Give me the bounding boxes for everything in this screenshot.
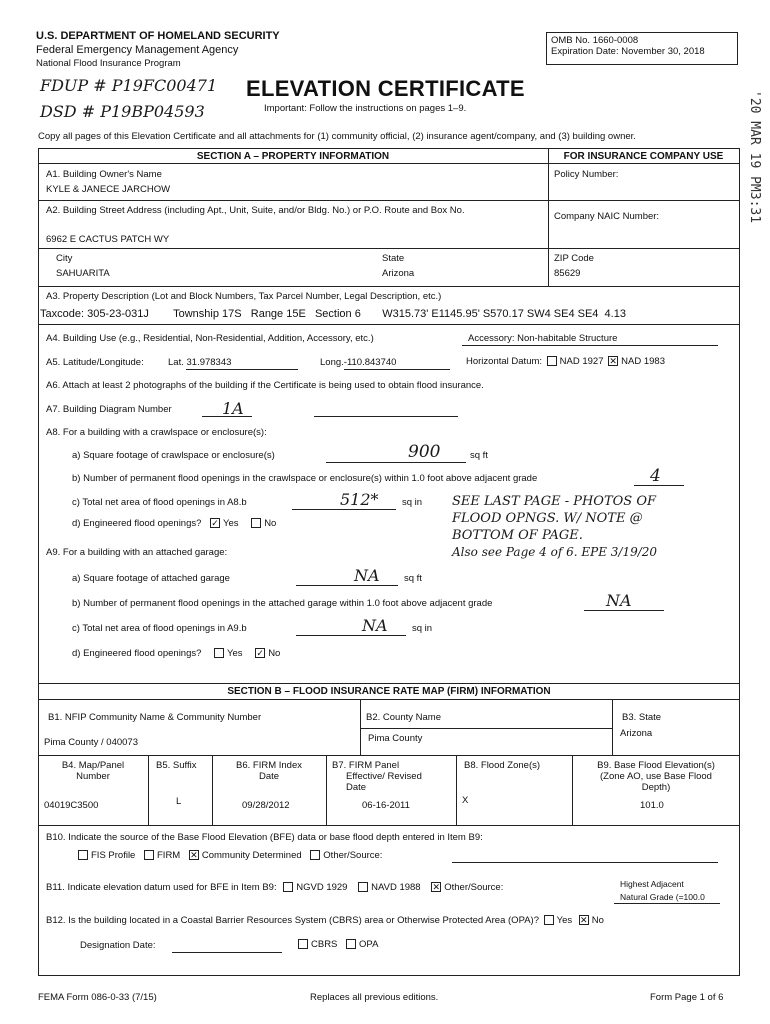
- a8d-row: [72, 518, 276, 529]
- b10-options: [76, 850, 382, 861]
- b12-no-checkbox[interactable]: ✕: [579, 915, 588, 926]
- a9d-label: d) Engineered flood openings?: [72, 648, 202, 659]
- b11-note-1: Highest Adjacent: [620, 879, 684, 889]
- footer-page: Form Page 1 of 6: [650, 992, 724, 1003]
- long-value: -110.843740: [343, 357, 397, 368]
- b3-label: B3. State: [622, 712, 662, 723]
- a8d-yes-label: Yes: [223, 518, 239, 529]
- nad1927-checkbox[interactable]: [547, 356, 557, 366]
- long-label: Long.: [320, 357, 344, 368]
- b5-label: B5. Suffix: [156, 760, 197, 771]
- a9d-row: [72, 648, 280, 659]
- a9-label: A9. For a building with an attached garage:: [46, 547, 228, 558]
- a9a-value: NA: [354, 566, 380, 585]
- nad1927-label: NAD 1927: [559, 356, 604, 367]
- b9-label: B9. Base Flood Elevation(s) (Zone AO, use Base Flood Depth): [597, 760, 715, 793]
- a9c-value: NA: [362, 616, 388, 635]
- b12-no-label: No: [591, 915, 604, 926]
- opa-checkbox[interactable]: [346, 939, 356, 949]
- other-source-checkbox[interactable]: [310, 850, 320, 860]
- important-text: Important: Follow the instructions on pages 1–9.: [264, 103, 467, 114]
- zip-value: 85629: [554, 268, 581, 279]
- b12-yes-checkbox[interactable]: [544, 915, 554, 925]
- a8b-label: b) Number of permanent flood openings in the crawlspace or enclosure(s) within 1.0 foot above adjacent grade: [72, 473, 538, 484]
- insurance-use-heading: FOR INSURANCE COMPANY USE: [563, 151, 724, 162]
- a8c-unit: sq in: [402, 497, 423, 508]
- handwritten-fdup: FDUP # P19FC00471: [40, 76, 218, 95]
- a8-label: A8. For a building with a crawlspace or enclosure(s):: [46, 427, 267, 438]
- handwritten-note-1: SEE LAST PAGE - PHOTOS OF: [452, 494, 657, 509]
- b8-label: B8. Flood Zone(s): [464, 760, 541, 771]
- dept-name: U.S. DEPARTMENT OF HOMELAND SECURITY: [36, 30, 280, 42]
- a5-label: A5. Latitude/Longitude:: [46, 357, 144, 368]
- footer-form-number: FEMA Form 086-0-33 (7/15): [38, 992, 157, 1003]
- lat-label: Lat.: [168, 357, 184, 368]
- ngvd-checkbox[interactable]: [283, 882, 293, 892]
- b1-community: Pima County / 040073: [44, 737, 139, 748]
- a9c-label: c) Total net area of flood openings in A9.b: [72, 623, 247, 634]
- b6-index-date: 09/28/2012: [242, 800, 290, 811]
- cbrs-opa-row: [296, 939, 378, 950]
- nad1983-checkbox[interactable]: ✕: [609, 356, 617, 367]
- horizontal-datum: [466, 356, 665, 367]
- other-datum-label: Other/Source:: [444, 882, 504, 893]
- a6-label: A6. Attach at least 2 photographs of the building if the Certificate is being used to obtain flood insurance.: [46, 380, 484, 391]
- b12-row: [46, 915, 604, 926]
- b12-label: B12. Is the building located in a Coastal Barrier Resources System (CBRS) area or Otherwise Protected Area (OPA)?: [46, 915, 539, 926]
- a8d-no-checkbox[interactable]: [251, 518, 261, 528]
- handwritten-note-2: FLOOD OPNGS. W/ NOTE @: [452, 511, 643, 526]
- b7-effective-date: 06-16-2011: [362, 800, 410, 811]
- policy-number-label: Policy Number:: [554, 169, 619, 180]
- nad1983-label: NAD 1983: [621, 356, 665, 367]
- a9d-no-checkbox[interactable]: ✓: [256, 648, 264, 659]
- a8c-value: 512*: [340, 490, 379, 509]
- b4-label: B4. Map/Panel Number: [61, 760, 125, 782]
- expiration-date: Expiration Date: November 30, 2018: [551, 46, 705, 57]
- firm-label: FIRM: [157, 850, 181, 861]
- community-determined-checkbox[interactable]: ✕: [190, 850, 198, 861]
- other-source-label: Other/Source:: [323, 850, 383, 861]
- fis-profile-label: FIS Profile: [91, 850, 136, 861]
- section-a-heading: SECTION A – PROPERTY INFORMATION: [196, 151, 390, 162]
- handwritten-note-4: Also see Page 4 of 6. EPE 3/19/20: [452, 545, 658, 559]
- b7-label: B7. FIRM Panel Effective/ Revised Date: [332, 760, 422, 793]
- b9-bfe: 101.0: [640, 800, 664, 811]
- a9b-value: NA: [606, 591, 632, 610]
- latitude: [168, 357, 231, 368]
- city-label: City: [56, 253, 73, 264]
- a8b-value: 4: [650, 466, 661, 486]
- a8c-label: c) Total net area of flood openings in A8.b: [72, 497, 247, 508]
- a7-diagram-number: 1A: [222, 399, 244, 418]
- b5-suffix: L: [176, 796, 182, 807]
- b12-yes-label: Yes: [556, 915, 573, 926]
- footer-replaces: Replaces all previous editions.: [310, 992, 439, 1003]
- cbrs-label: CBRS: [311, 939, 338, 950]
- a9d-yes-checkbox[interactable]: [214, 648, 224, 658]
- b11-label: B11. Indicate elevation datum used for BFE in Item B9:: [46, 882, 277, 893]
- received-stamp: '20 MAR 19 PM3:31: [747, 90, 762, 224]
- cbrs-checkbox[interactable]: [298, 939, 308, 949]
- a9a-unit: sq ft: [404, 573, 422, 584]
- naic-number-label: Company NAIC Number:: [554, 211, 660, 222]
- other-datum-checkbox[interactable]: ✕: [432, 882, 440, 893]
- designation-date-label: Designation Date:: [80, 940, 156, 951]
- state-label: State: [382, 253, 405, 264]
- lat-value: 31.978343: [186, 357, 232, 368]
- handwritten-dsd: DSD # P19BP04593: [40, 102, 205, 121]
- a9c-unit: sq in: [412, 623, 433, 634]
- form-title: ELEVATION CERTIFICATE: [246, 76, 525, 101]
- a9b-label: b) Number of permanent flood openings in the attached garage within 1.0 foot above adjacent grade: [72, 598, 493, 609]
- b11-row: [46, 882, 503, 893]
- firm-checkbox[interactable]: [144, 850, 154, 860]
- a8a-label: a) Square footage of crawlspace or enclosure(s): [72, 450, 275, 461]
- b2-county: Pima County: [368, 733, 423, 744]
- b10-label: B10. Indicate the source of the Base Flood Elevation (BFE) data or base flood depth entered in Item B9:: [46, 832, 483, 843]
- datum-label: Horizontal Datum:: [466, 356, 543, 367]
- a9d-yes-label: Yes: [227, 648, 243, 659]
- a8a-value: 900: [408, 442, 441, 462]
- handwritten-note-3: BOTTOM OF PAGE.: [452, 528, 583, 543]
- b11-note-2: Natural Grade (=100.0: [620, 892, 705, 902]
- zip-label: ZIP Code: [554, 253, 594, 264]
- opa-label: OPA: [359, 939, 379, 950]
- a2-street-address: 6962 E CACTUS PATCH WY: [46, 234, 170, 245]
- important-note: [264, 103, 466, 114]
- longitude: [320, 357, 396, 368]
- a8a-unit: sq ft: [470, 450, 488, 461]
- b2-label: B2. County Name: [366, 712, 441, 723]
- omb-box: [546, 32, 738, 65]
- a9d-no-label: No: [268, 648, 281, 659]
- navd-label: NAVD 1988: [371, 882, 421, 893]
- a4-label: A4. Building Use (e.g., Residential, Non-Residential, Addition, Accessory, etc.): [46, 333, 374, 344]
- a3-property-description: Taxcode: 305-23-031J Township 17S Range 15E Section 6 W315.73' E1145.95' S570.17 SW4 SE4 SE4 4.13: [40, 308, 626, 320]
- omb-number: OMB No. 1660-0008: [551, 35, 639, 46]
- b4-map-panel: 04019C3500: [44, 800, 99, 811]
- navd-checkbox[interactable]: [358, 882, 368, 892]
- a7-label: A7. Building Diagram Number: [46, 404, 172, 415]
- community-determined-label: Community Determined: [201, 850, 302, 861]
- b1-label: B1. NFIP Community Name & Community Number: [48, 712, 262, 723]
- b3-state: Arizona: [620, 728, 653, 739]
- city-value: SAHUARITA: [56, 268, 110, 279]
- fis-profile-checkbox[interactable]: [78, 850, 88, 860]
- copy-note: Copy all pages of this Elevation Certificate and all attachments for (1) community official, (2) insurance agent/company, and (3) building owner.: [38, 131, 636, 142]
- a8d-no-label: No: [264, 518, 277, 529]
- a2-label: A2. Building Street Address (including Apt., Unit, Suite, and/or Bldg. No.) or P.O. Route and Box No.: [46, 205, 465, 216]
- section-b-heading: SECTION B – FLOOD INSURANCE RATE MAP (FIRM) INFORMATION: [227, 686, 551, 697]
- a8d-label: d) Engineered flood openings?: [72, 518, 202, 529]
- b8-flood-zone: X: [462, 795, 469, 806]
- a1-label: A1. Building Owner's Name: [46, 169, 162, 180]
- program-name: National Flood Insurance Program: [36, 58, 181, 69]
- a3-label: A3. Property Description (Lot and Block Numbers, Tax Parcel Number, Legal Description, etc.): [46, 291, 442, 302]
- ngvd-label: NGVD 1929: [296, 882, 348, 893]
- a4-building-use: Accessory: Non-habitable Structure: [468, 333, 618, 344]
- agency-name: Federal Emergency Management Agency: [36, 44, 239, 56]
- state-value: Arizona: [382, 268, 415, 279]
- b6-label: B6. FIRM Index Date: [236, 760, 302, 782]
- a1-owner-name: KYLE & JANECE JARCHOW: [46, 184, 171, 195]
- a8d-yes-checkbox[interactable]: ✓: [211, 518, 219, 529]
- a9a-label: a) Square footage of attached garage: [72, 573, 230, 584]
